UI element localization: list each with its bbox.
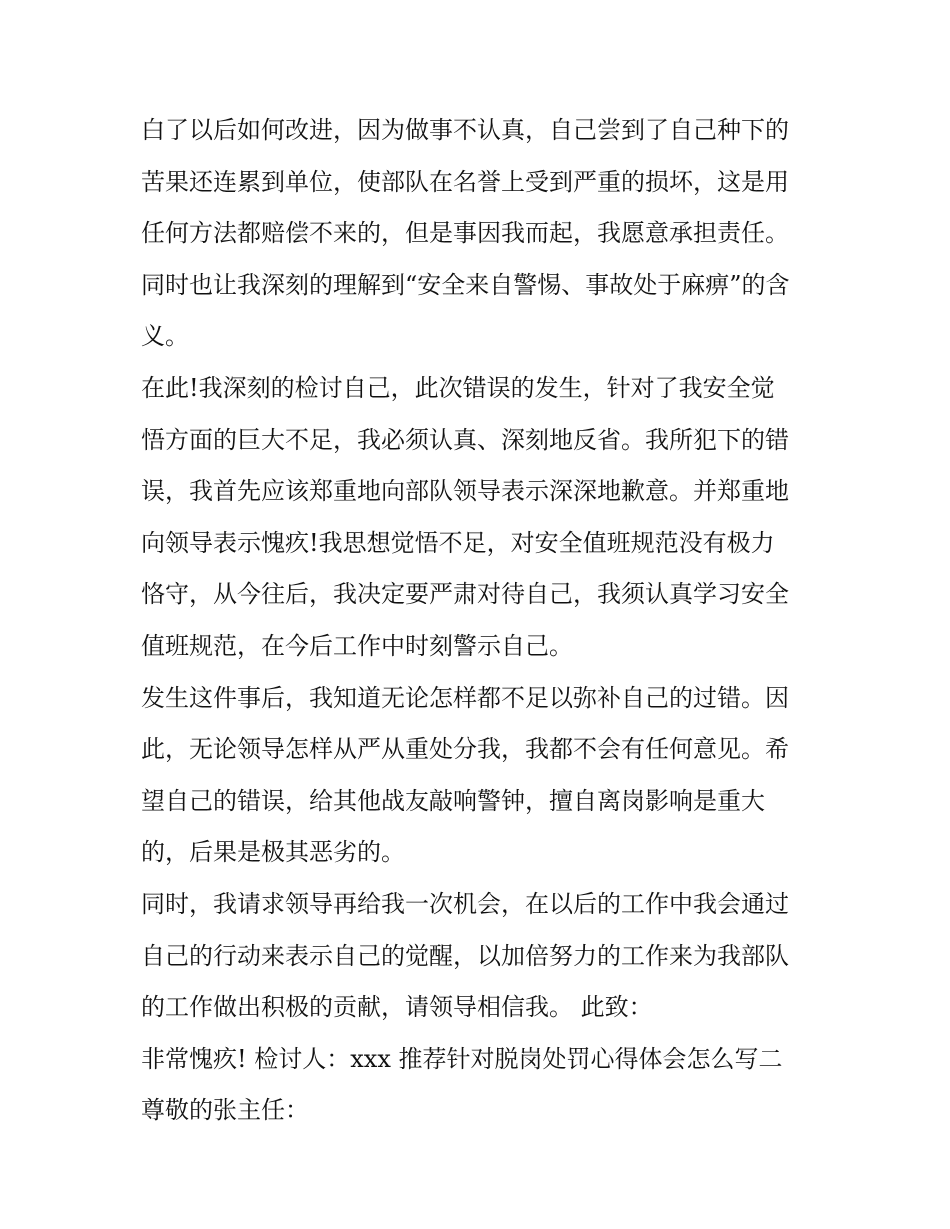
document-body xyxy=(141,105,821,1137)
text-line: 向领导表示愧疚!我思想觉悟不足，对安全值班规范没有极力 xyxy=(141,528,775,557)
text-line: 的，后果是极其恶劣的。 xyxy=(141,838,405,867)
text-line: 苦果还连累到单位，使部队在名誉上受到严重的损坏，这是用 xyxy=(141,167,789,196)
text-line: 误，我首先应该郑重地向部队领导表示深深地歉意。并郑重地 xyxy=(141,477,789,506)
text-line: 非常愧疚! 检讨人：xxx 推荐针对脱岗处罚心得体会怎么写二 xyxy=(141,1044,783,1073)
text-line: 尊敬的张主任： xyxy=(141,1096,309,1125)
text-line: 此，无论领导怎样从严从重处分我，我都不会有任何意见。希 xyxy=(141,735,789,764)
text-line: 的工作做出积极的贡献，请领导相信我。 此致： xyxy=(141,993,653,1022)
text-line: 在此!我深刻的检讨自己，此次错误的发生，针对了我安全觉 xyxy=(141,373,775,402)
text-line: 悟方面的巨大不足，我必须认真、深刻地反省。我所犯下的错 xyxy=(141,425,789,454)
text-line: 白了以后如何改进，因为做事不认真，自己尝到了自己种下的 xyxy=(141,116,789,144)
text-line: 同时，我请求领导再给我一次机会，在以后的工作中我会通过 xyxy=(141,889,789,918)
text-line: 望自己的错误，给其他战友敲响警钟，擅自离岗影响是重大 xyxy=(141,786,765,815)
text-line: 值班规范，在今后工作中时刻警示自己。 xyxy=(141,631,573,660)
text-line: 自己的行动来表示自己的觉醒，以加倍努力的工作来为我部队 xyxy=(141,941,789,970)
text-line: 同时也让我深刻的理解到“安全来自警惕、事故处于麻痹”的含 xyxy=(141,270,790,299)
text-line: 恪守，从今往后，我决定要严肃对待自己，我须认真学习安全 xyxy=(141,580,789,609)
text-line: 发生这件事后，我知道无论怎样都不足以弥补自己的过错。因 xyxy=(141,683,789,712)
text-line: 义。 xyxy=(141,322,189,351)
text-line: 任何方法都赔偿不来的，但是事因我而起，我愿意承担责任。 xyxy=(141,219,789,248)
